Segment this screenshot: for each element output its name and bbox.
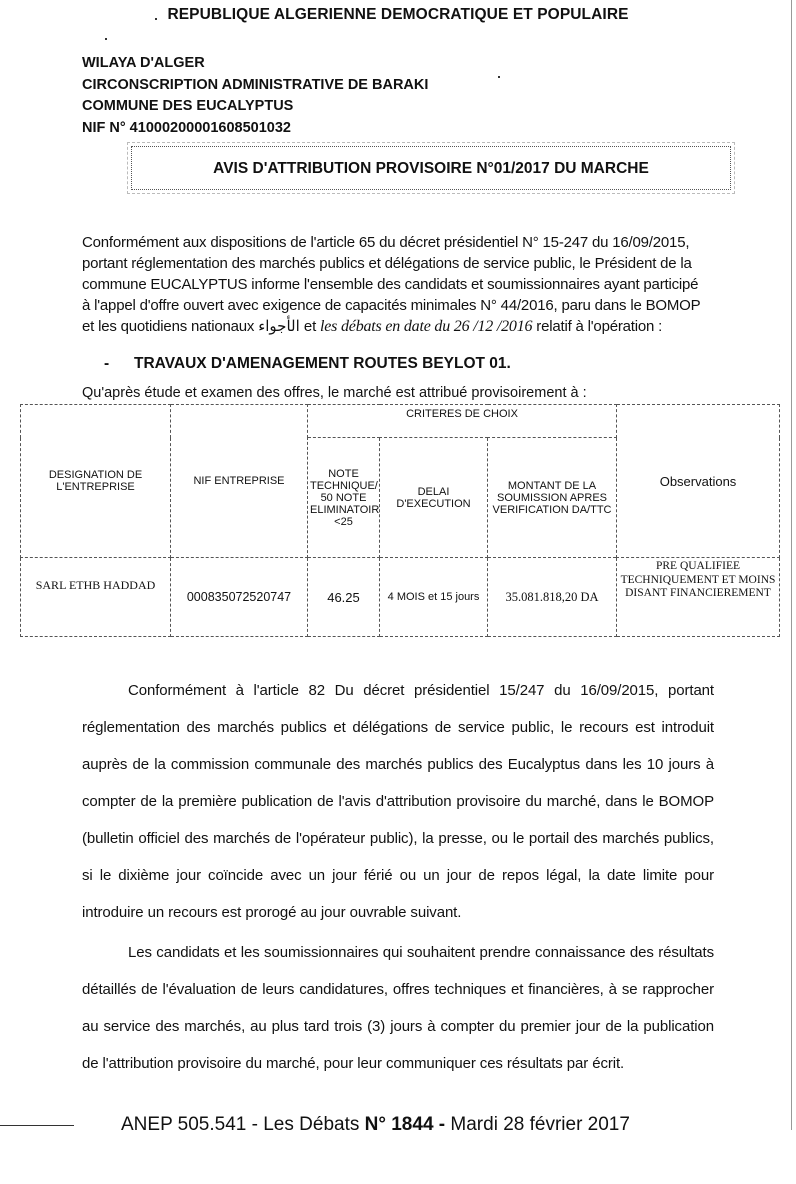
header-designation: DESIGNATION DE L'ENTREPRISE (21, 405, 171, 558)
admin-wilaya: WILAYA D'ALGER (82, 55, 205, 71)
header-observations: Observations (617, 405, 780, 558)
footer-rule (0, 1125, 74, 1126)
intro-line (82, 316, 722, 337)
intro-line: à l'appel d'offre ouvert avec exigence de capacités minimales N° 44/2016, paru dans le BOMOP (82, 297, 701, 314)
results-paragraph (82, 934, 714, 1082)
attribution-intro: Qu'après étude et examen des offres, le marché est attribué provisoirement à : (82, 385, 587, 401)
header-nif: NIF ENTREPRISE (171, 405, 308, 558)
header-criteria: CRITERES DE CHOIX (308, 405, 617, 438)
scan-speck (105, 38, 107, 40)
republic-heading: REPUBLIQUE ALGERIENNE DEMOCRATIQUE ET POPULAIRE (167, 6, 629, 23)
cell-delay: 4 MOIS et 15 jours (380, 558, 488, 637)
attribution-table (20, 404, 780, 637)
intro-line: Conformément aux dispositions de l'article 65 du décret présidentiel N° 15-247 du 16/09/2015, (82, 234, 690, 251)
page-edge (791, 0, 792, 1130)
recourse-paragraph (82, 672, 714, 931)
newspaper-date: les débats en date du 26 /12 /2016 (320, 318, 533, 335)
intro-line5-start: et les quotidiens nationaux (82, 318, 255, 335)
scan-speck (498, 76, 500, 78)
arabic-newspaper-name: الأجواء (258, 318, 300, 335)
cell-nif: 000835072520747 (171, 558, 308, 637)
publication-footer (121, 1114, 630, 1136)
intro-line: portant réglementation des marchés publics et délégations de service public, le Président de la (82, 255, 692, 272)
intro-line: commune EUCALYPTUS informe l'ensemble des candidats et soumissionnaires ayant participé (82, 276, 699, 293)
cell-observation: PRE QUALIFIEE TECHNIQUEMENT ET MOINS DISANT FINANCIEREMENT (617, 558, 780, 637)
results-text: Les candidats et les soumissionnaires qui souhaitent prendre connaissance des résultats détaillés de l'évaluation de leurs candidatures, offres techniques et financières, à se rapprocher au service des marchés, au plus tard trois (3) jours à compter du premier jour de la publication de l'attribution provisoire du marché, pour leur communiquer ces résultats par écrit. (82, 944, 714, 1072)
cell-note: 46.25 (308, 558, 380, 637)
recourse-text: Conformément à l'article 82 Du décret présidentiel 15/247 du 16/09/2015, portant réglementation des marchés publics et délégations de service public, le recours est introduit auprès de la commission communale des marchés publics des Eucalyptus dans les 10 jours à compter de la première publication de l'avis d'attribution provisoire du marché, dans le BOMOP (bulletin officiel des marchés de l'opérateur public), la presse, ou le portail des marchés publics, si le dixième jour coïncide avec un jour férié ou un jour de repos légal, la date limite pour introduire un recours est prorogé au jour ouvrable suivant. (82, 682, 714, 921)
footer-ref: ANEP 505.541 - Les Débats (121, 1114, 365, 1135)
cell-company: SARL ETHB HADDAD (21, 558, 171, 637)
footer-date: Mardi 28 février 2017 (445, 1114, 630, 1135)
project-line (104, 355, 511, 373)
intro-line5-end: relatif à l'opération : (532, 318, 663, 335)
notice-title: AVIS D'ATTRIBUTION PROVISOIRE N°01/2017 DU MARCHE (213, 160, 649, 177)
admin-nif: NIF N° 41000200001608501032 (82, 119, 291, 136)
cell-amount: 35.081.818,20 DA (488, 558, 617, 637)
admin-commune: COMMUNE DES EUCALYPTUS (82, 98, 294, 114)
header-note: NOTE TECHNIQUE/ 50 NOTE ELIMINATOIR <25 (308, 438, 380, 558)
intro-line5-mid: et (299, 318, 321, 335)
table-row (21, 558, 780, 637)
header-delay: DELAI D'EXECUTION (380, 438, 488, 558)
intro-paragraph (82, 232, 722, 337)
project-name: TRAVAUX D'AMENAGEMENT ROUTES BEYLOT 01. (134, 355, 511, 372)
admin-circonscription: CIRCONSCRIPTION ADMINISTRATIVE DE BARAKI (82, 76, 429, 93)
header-amount: MONTANT DE LA SOUMISSION APRES VERIFICATION DA/TTC (488, 438, 617, 558)
footer-number: N° 1844 - (364, 1114, 446, 1135)
table-header-row (21, 405, 780, 438)
project-dash: - (104, 355, 110, 372)
